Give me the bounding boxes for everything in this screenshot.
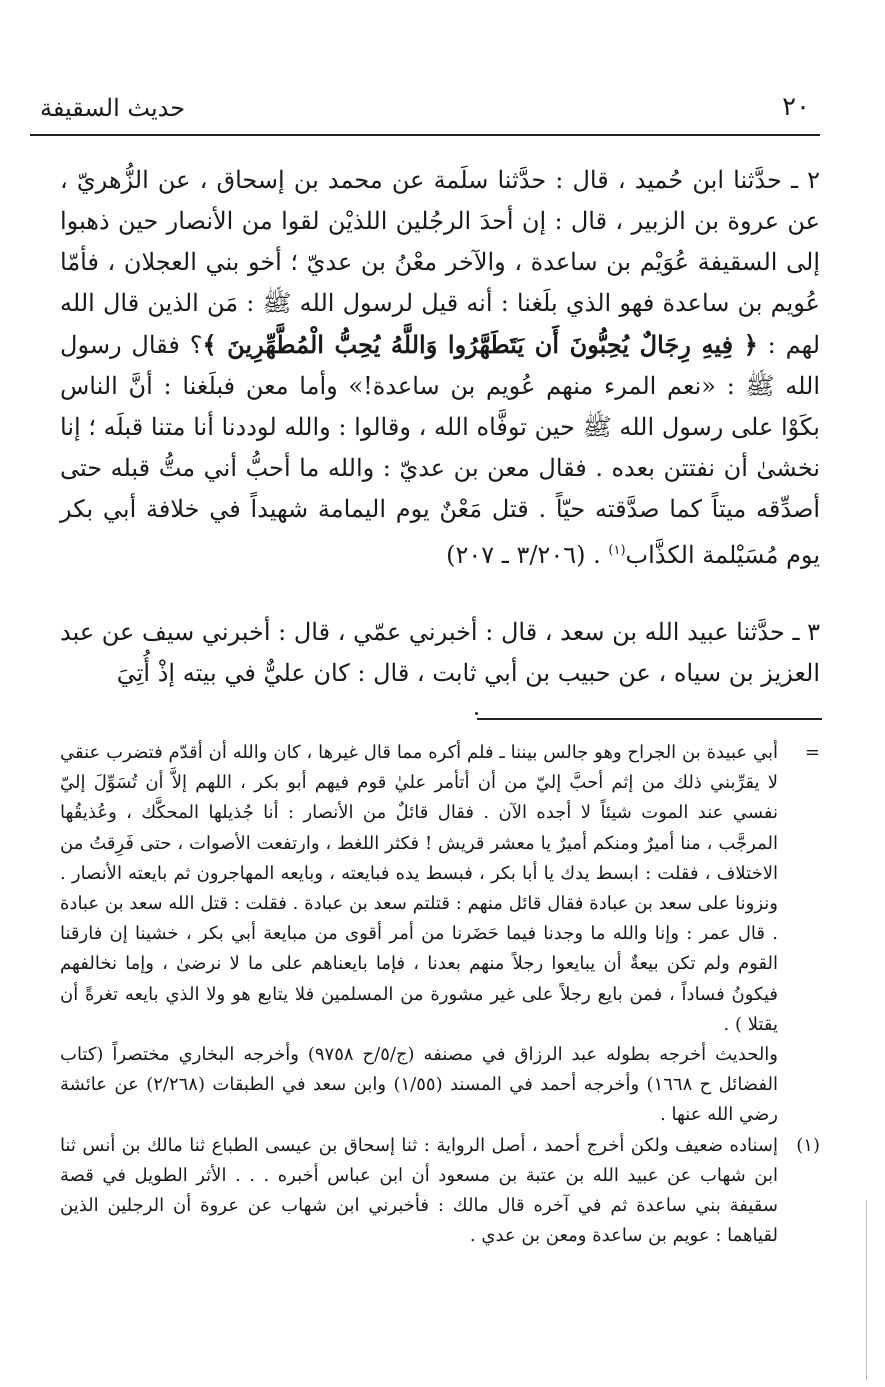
footnote-hadith-note <box>60 1040 820 1131</box>
hadith-2-reference: . (٣/٢٠٦ ـ ٢٠٧) <box>446 541 601 569</box>
page-number: ٢٠ <box>782 92 810 122</box>
footnote-continued <box>60 738 820 1040</box>
running-title: حديث السقيفة <box>40 94 186 122</box>
hadith-2 <box>60 160 820 576</box>
footnote-continued-text: أبي عبيدة بن الجراح وهو جالس بيننا ـ فلم أكره مما قال غيرها ، كان والله أن أقدّم فتضرب عنقي لا يقرِّبني ذلك من إثم أحبَّ إليّ من أن أتأمر عليٰ قوم فيهم أبو بكر ، اللهم إلاَّ أن تُسَوِّلَ إليّ نفسي عند الموت شيئاً لا أجده الآن . فقال قائلٌ من الأنصار : أنا جُذيلها المحكَّك ، وعُذيقُها المرجَّب ، منا أميرٌ ومنكم أميرٌ يا معشر قريش ! فكثر اللغط ، وارتفعت الأصوات ، حتى فَرِقتُ من الاختلاف ، فقلت : ابسط يدك يا أبا بكر ، فبسط يده فبايعته ، وبايعه المهاجرون ثم بايعته الأنصار . ونزونا على سعد بن عبادة فقال قائل منهم : قتلتم سعد بن عبادة . فقلت : قتل الله سعد بن عبادة . قال عمر : وإنا والله ما وجدنا فيما حَضَرنا من أمر أقوى من مبايعة أبي بكر ، خشينا إن فارقنا القوم ولم تكن بيعةٌ أن يبايعوا رجلاً منهم بعدنا ، فإما بايعناهم على ما لا نرضىٰ ، وإما نخالفهم فيكونُ فساداً ، فمن بايع رجلاً على غير مشورة من المسلمين فلا يتابع هو ولا الذي بايعه تغرةً أن يقتلا ) . <box>60 742 778 1035</box>
footnote-marker: (١) <box>608 543 626 558</box>
footnote-1-text: إسناده ضعيف ولكن أخرج أحمد ، أصل الرواية : ثنا إسحاق بن عيسى الطباع ثنا مالك بن أنس ثنا ابن شهاب عن عبيد الله بن عتبة بن مسعود أن ابن عباس أخبره . . . الأثر الطويل في قصة سقيفة بني ساعدة ثم في آخره قال مالك : فأخبرني ابن شهاب عن عروة أن الرجلين الذين لقياهما : عويم بن ساعدة ومعن بن عدي . <box>60 1134 778 1247</box>
footnotes <box>60 738 820 1251</box>
page-edge-line <box>866 1200 867 1380</box>
footnote-1-number: (١) <box>796 1134 820 1156</box>
footnote-rule <box>477 718 822 720</box>
header-rule <box>30 134 820 136</box>
hadith-3 <box>60 612 820 694</box>
quran-verse: ﴿ فِيهِ رِجَالٌ يُحِبُّونَ أَن يَتَطَهَّرُوا وَاللَّهُ يُحِبُّ الْمُطَّهِّرِينَ ﴾ <box>202 330 758 359</box>
hadith-2-text-start: ٢ ـ حدَّثنا ابن حُميد ، قال : حدَّثنا سلَمة عن محمد بن إسحاق ، عن الزُّهريّ ، عن عروة بن الزبير ، قال : إن أحدَ الرجُلين اللذيْن لقوا من الأنصار حين ذهبوا إلى السقيفة عُوَيْم بن ساعدة ، والآخر معْنُ بن عديّ ؛ أخو بني العجلان ، فأمّا عُويم بن ساعدة فهو الذي بلَغنا : أنه قيل لرسول الله ﷺ : مَن الذين قال الله لهم : <box>60 166 821 359</box>
running-header <box>30 90 820 130</box>
dot-mark <box>475 712 478 715</box>
continuation-marker: = <box>804 742 820 763</box>
footnote-1 <box>60 1131 820 1252</box>
hadith-3-text: ٣ ـ حدَّثنا عبيد الله بن سعد ، قال : أخبرني عمّي ، قال : أخبرني سيف عن عبد العزيز بن سياه ، عن حبيب بن أبي ثابت ، قال : كان عليٌّ في بيته إذْ أُتِيَ <box>60 618 821 687</box>
hadith-2-text-end: ؟ فقال رسول الله ﷺ : «نعم المرء منهم عُويم بن ساعدة!» وأما معن فبلَغنا : أنَّ الناس بكَوْا على رسول الله ﷺ حين توفَّاه الله ، وقالوا : والله لوددنا أنا متنا قبلَه ؛ إنا نخشىٰ أن نفتتن بعده . فقال معن بن عديّ : والله ما أحبُّ أني متُّ قبله حتى أصدِّقه ميتاً كما صدَّقته حيّاً . قتل مَعْنٌ يوم اليمامة شهيداً في خلافة أبي بكر يوم مُسَيْلمة الكذَّاب <box>60 331 820 569</box>
hadith-note-text: والحديث أخرجه بطوله عبد الرزاق في مصنفه (ج/٥/ح ٩٧٥٨) وأخرجه البخاري مختصراً (كتاب الفضائل ح ١٦٦٨) وأخرجه أحمد في المسند (١/٥٥) وابن سعد في الطبقات (٢/٢٦٨) عن عائشة رضي الله عنها . <box>60 1044 779 1126</box>
hadith-2-paragraph <box>60 160 820 576</box>
